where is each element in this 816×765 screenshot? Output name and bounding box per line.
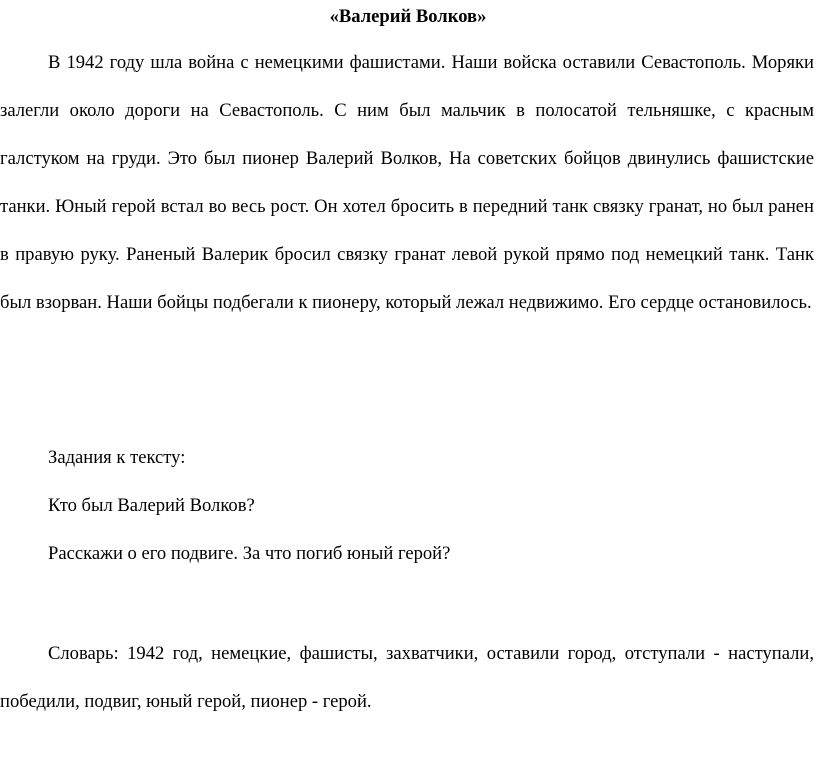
question-2: Расскажи о его подвиге. За что погиб юный герой?	[48, 543, 451, 564]
story-paragraph: В 1942 году шла война с немецкими фашистами. Наши войска оставили Севастополь. Моряки залегли около дороги на Севастополь. С ним был мальчик в полосатой тельняшке, с красным галстуком на груди. Это был пионер Валерий Волков, На советских бойцов двинулись фашистские танки. Юный герой встал во весь рост. Он хотел бросить в передний танк связку гранат, но был ранен в правую руку. Раненый Валерик бросил связку гранат левой рукой прямо под немецкий танк. Танк был взорван. Наши бойцы подбегали к пионеру, который лежал недвижимо. Его сердце остановилось.	[0, 52, 814, 313]
vocabulary-paragraph: Словарь: 1942 год, немецкие, фашисты, захватчики, оставили город, отступали - наступали, победили, подвиг, юный герой, пионер - герой.	[0, 643, 814, 712]
question-1: Кто был Валерий Волков?	[48, 495, 255, 516]
document-title: «Валерий Волков»	[329, 6, 487, 27]
tasks-heading: Задания к тексту:	[48, 447, 186, 468]
